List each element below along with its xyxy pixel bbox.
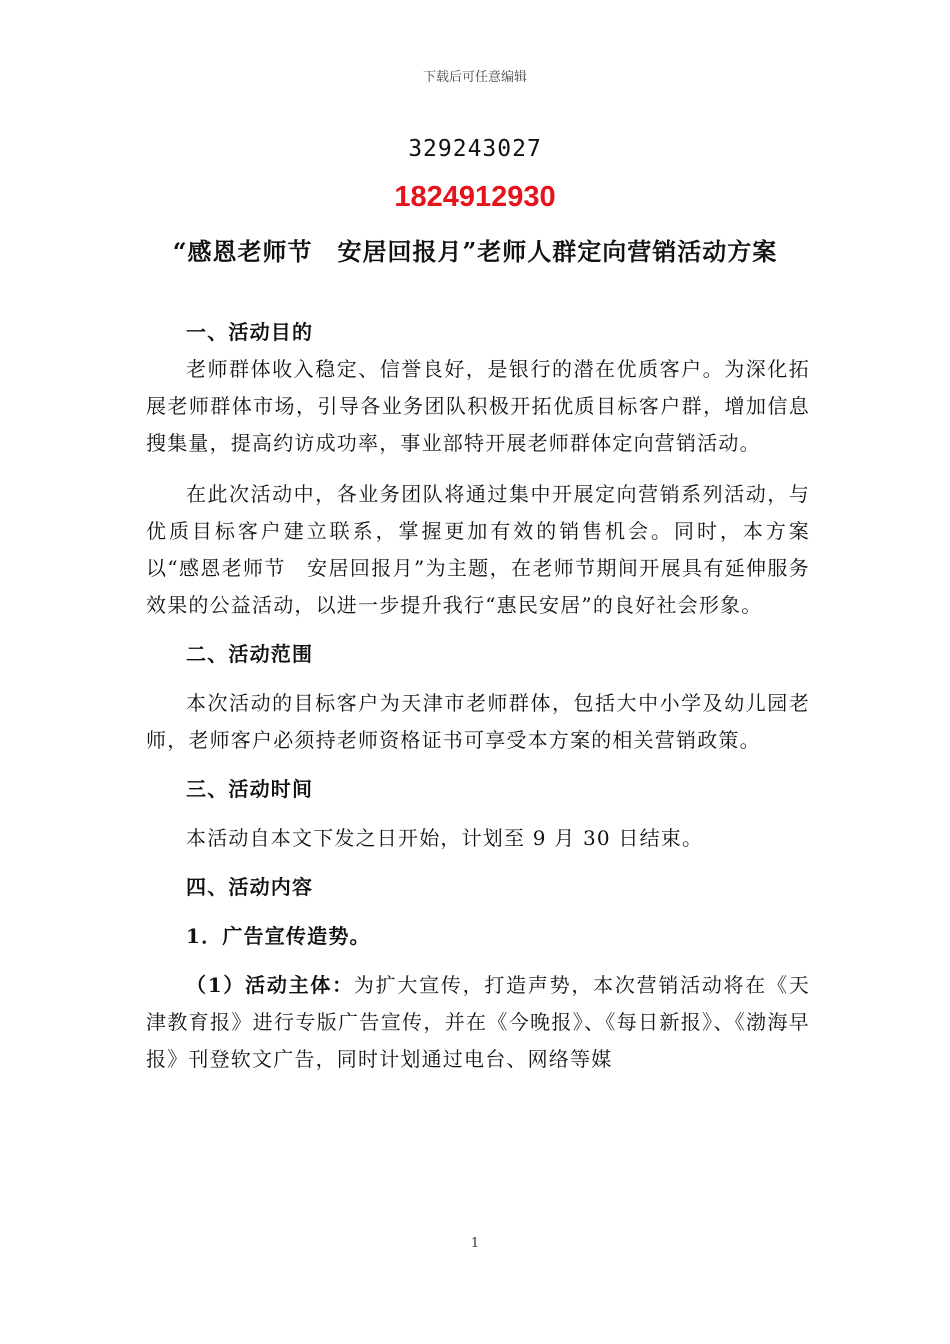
document-title: “感恩老师节 安居回报月”老师人群定向营销活动方案 (172, 237, 778, 266)
document-body (146, 314, 810, 1078)
item-label: （1）活动主体： (186, 973, 354, 997)
section-heading-time: 三、活动时间 (186, 777, 314, 801)
item-text: 为扩大宣传，打造声势，本次营销活动将在《天津教育报》进行专版广告宣传，并在《今晚报》、《每日新报》、《渤海早报》刊登软文广告，同时计划通过电台、网络等媒 (146, 973, 810, 1071)
paragraph-advertising (146, 967, 810, 1078)
page-number: 1 (470, 1236, 480, 1251)
section-heading-scope: 二、活动范围 (186, 642, 314, 666)
subheading-advertising: 1．广告宣传造势。 (186, 924, 371, 948)
paragraph-purpose-1: 老师群体收入稳定、信誉良好，是银行的潜在优质客户。为深化拓展老师群体市场，引导各业务团队积极开拓优质目标客户群，增加信息搜集量，提高约访成功率，事业部特开展老师群体定向营销活动。 (146, 357, 810, 455)
paragraph-time: 本活动自本文下发之日开始，计划至 9 月 30 日结束。 (186, 826, 704, 850)
phone-number: 1824912930 (394, 181, 556, 213)
paragraph-scope: 本次活动的目标客户为天津市老师群体，包括大中小学及幼儿园老师，老师客户必须持老师资格证书可享受本方案的相关营销政策。 (146, 691, 810, 752)
paragraph-purpose-2: 在此次活动中，各业务团队将通过集中开展定向营销系列活动，与优质目标客户建立联系，掌握更加有效的销售机会。同时，本方案以“感恩老师节 安居回报月”为主题，在老师节期间开展具有延伸服务效果的公益活动，以进一步提升我行“惠民安居”的良好社会形象。 (146, 482, 810, 617)
document-code: 329243027 (408, 136, 542, 162)
section-heading-content: 四、活动内容 (186, 875, 314, 899)
section-heading-purpose: 一、活动目的 (186, 320, 314, 344)
header-note: 下载后可任意编辑 (422, 70, 527, 85)
